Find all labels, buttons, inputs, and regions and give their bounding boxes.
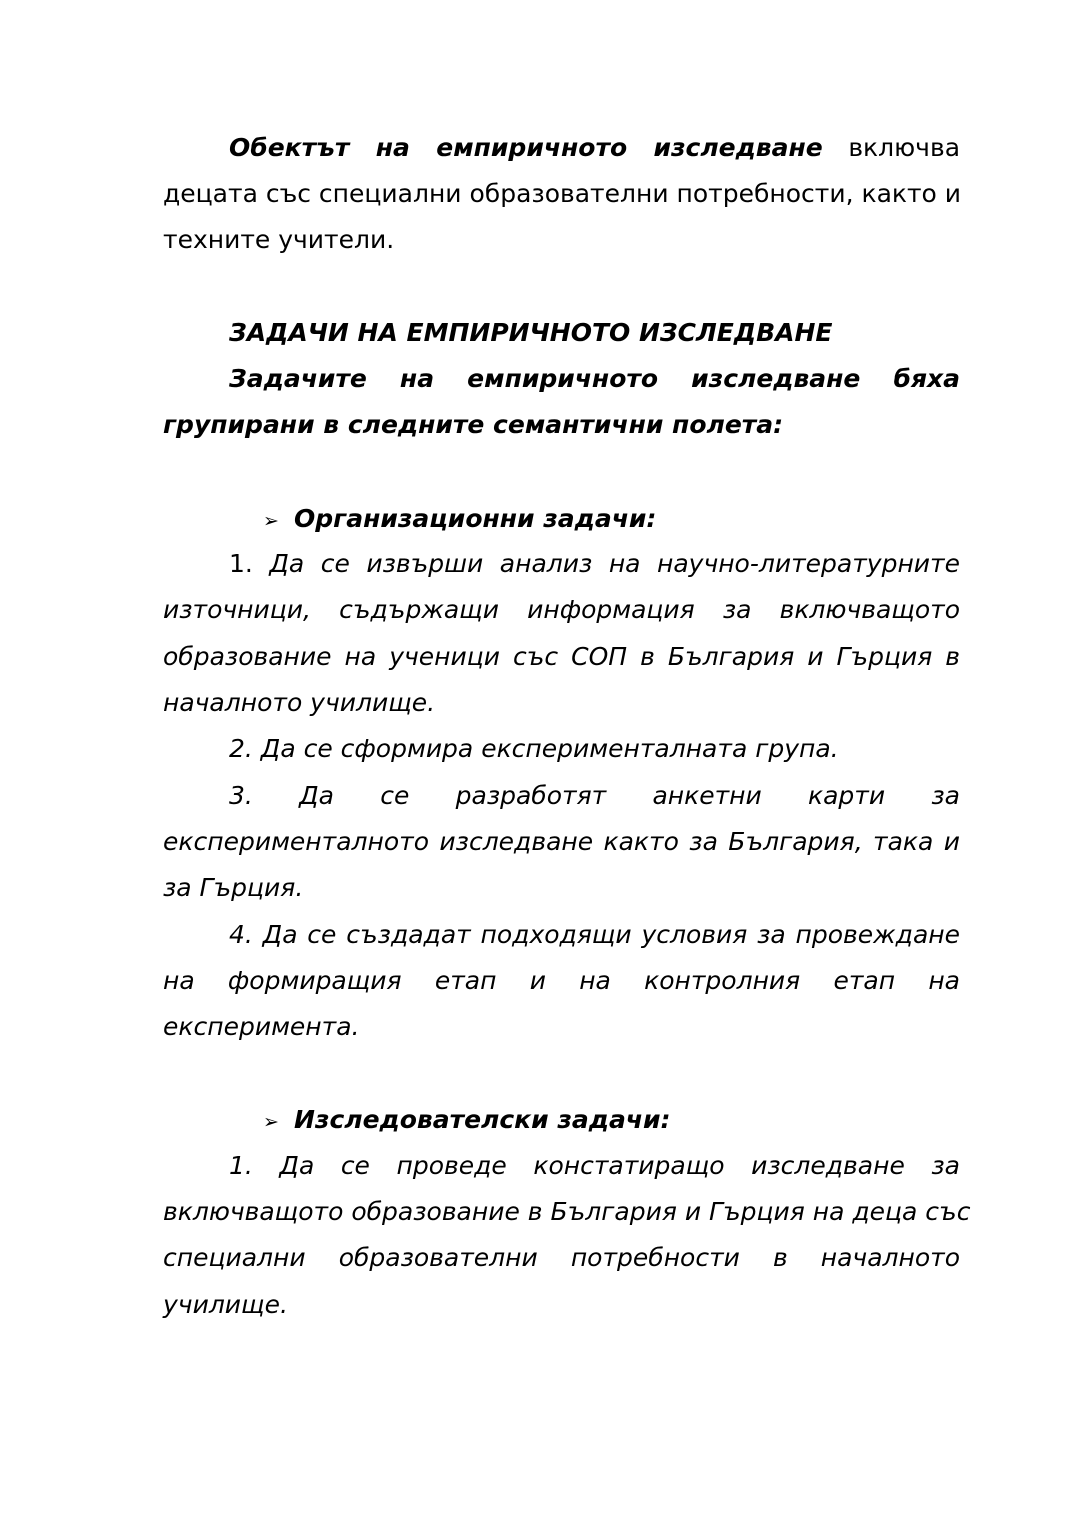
org-item-1-line-2: източници, съдържащи информация за включващото <box>163 595 960 624</box>
tasks-heading: ЗАДАЧИ НА ЕМПИРИЧНОТО ИЗСЛЕДВАНЕ <box>229 318 833 347</box>
tasks-intro-line-1: Задачите на емпиричното изследване бяха <box>229 364 960 393</box>
research-item-1-line-2: включващото образование в България и Гърция на деца със <box>163 1197 971 1226</box>
intro-line-2: децата със специални образователни потребности, както и <box>163 179 962 208</box>
intro-line-1 <box>229 131 960 165</box>
object-bold-phrase: Обектът на емпиричното изследване <box>229 133 823 162</box>
org-item-1-text: Да се извърши анализ на научно-литературните <box>269 549 961 578</box>
org-item-1-line-4: началното училище. <box>163 688 436 717</box>
arrow-bullet-icon: ➢ <box>263 1111 279 1133</box>
intro-line-3: техните учители. <box>163 225 395 254</box>
org-item-3-line-2: експерименталното изследване както за България, така и <box>163 827 960 856</box>
org-item-2: 2. Да се сформира експерименталната група. <box>229 734 839 763</box>
org-item-1-number: 1. <box>229 549 253 578</box>
research-title-text: Изследователски задачи: <box>294 1105 671 1134</box>
org-item-3-line-1: 3. Да се разработят анкетни карти за <box>229 781 960 810</box>
org-item-4-line-3: експеримента. <box>163 1012 360 1041</box>
arrow-bullet-icon: ➢ <box>263 510 279 532</box>
org-item-4-line-2: на формиращия етап и на контролния етап на <box>163 966 960 995</box>
tasks-intro-line-2: групирани в следните семантични полета: <box>163 410 784 439</box>
organizational-title-text: Организационни задачи: <box>294 504 657 533</box>
research-tasks-title <box>263 1103 960 1139</box>
organizational-tasks-title <box>263 502 960 538</box>
org-item-1-line-3: образование на ученици със СОП в България и Гърция в <box>163 642 960 671</box>
research-item-1-line-3: специални образователни потребности в началното <box>163 1243 960 1272</box>
research-item-1-line-4: училище. <box>163 1290 288 1319</box>
org-item-1-line-1 <box>229 547 960 581</box>
org-item-3-line-3: за Гърция. <box>163 873 304 902</box>
research-item-1-line-1: 1. Да се проведе констатиращо изследване за <box>229 1151 960 1180</box>
intro-line-1-rest: включва <box>848 133 961 162</box>
org-item-4-line-1: 4. Да се създадат подходящи условия за провеждане <box>229 920 960 949</box>
